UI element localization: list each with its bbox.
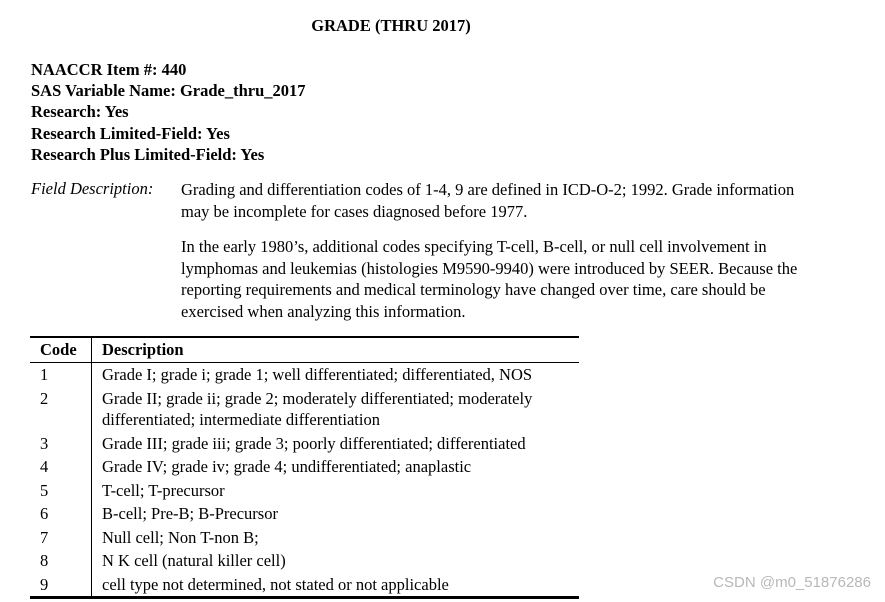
naaccr-item: NAACCR Item #: 440 — [31, 60, 187, 79]
watermark: CSDN @m0_51876286 — [713, 574, 871, 591]
research-limited-field: Research Limited-Field: Yes — [31, 123, 230, 143]
description-cell: B-cell; Pre-B; B-Precursor — [102, 504, 278, 523]
description-cell: cell type not determined, not stated or not applicable — [102, 574, 449, 594]
header-code: Code — [30, 337, 92, 363]
field-description-paragraph: In the early 1980’s, additional codes specifying T-cell, B-cell, or null cell involvement in lymphomas and leukemias (histologies M9590-9940) were introduced by SEER. Because the reporting requirements and medical terminology have changed over time, care should be exercised when analyzing this information. — [181, 237, 798, 321]
description-cell: Grade II; grade ii; grade 2; moderately differentiated; moderately differentiated; intermediate differentiation — [102, 388, 533, 429]
description-cell: Null cell; Non T-non B; — [102, 527, 259, 547]
table-row — [30, 455, 579, 479]
code-cell: 1 — [30, 363, 92, 387]
description-cell: Grade III; grade iii; grade 3; poorly differentiated; differentiated — [102, 433, 526, 453]
code-cell: 3 — [30, 432, 92, 456]
code-cell: 2 — [30, 387, 92, 432]
sas-variable-name: SAS Variable Name: Grade_thru_2017 — [31, 81, 306, 101]
header-description: Description — [92, 337, 580, 363]
table-row — [30, 387, 579, 432]
table-row — [30, 549, 579, 573]
page-title: GRADE (THRU 2017) — [311, 16, 471, 35]
code-cell: 4 — [30, 455, 92, 479]
table-row — [30, 363, 579, 387]
code-cell: 7 — [30, 526, 92, 550]
field-description-label: Field Description: — [31, 179, 154, 198]
code-cell: 8 — [30, 549, 92, 573]
table-row — [30, 502, 579, 526]
research-plus-limited-field: Research Plus Limited-Field: Yes — [31, 144, 265, 164]
code-cell: 5 — [30, 479, 92, 503]
code-cell: 6 — [30, 502, 92, 526]
field-description-paragraph: Grading and differentiation codes of 1-4, 9 are defined in ICD-O-2; 1992. Grade information may be incomplete for cases diagnosed before 1977. — [181, 180, 795, 221]
description-cell: Grade I; grade i; grade 1; well differentiated; differentiated, NOS — [102, 365, 533, 384]
code-cell: 9 — [30, 573, 92, 598]
table-row — [30, 479, 579, 503]
metadata-block — [31, 59, 306, 165]
description-cell: Grade IV; grade iv; grade 4; undifferentiated; anaplastic — [102, 457, 472, 476]
table-row — [30, 432, 579, 456]
description-cell: N K cell (natural killer cell) — [102, 551, 286, 570]
description-cell: T-cell; T-precursor — [102, 480, 225, 500]
code-table — [30, 336, 579, 599]
table-row — [30, 573, 579, 598]
table-row — [30, 526, 579, 550]
research: Research: Yes — [31, 102, 129, 122]
